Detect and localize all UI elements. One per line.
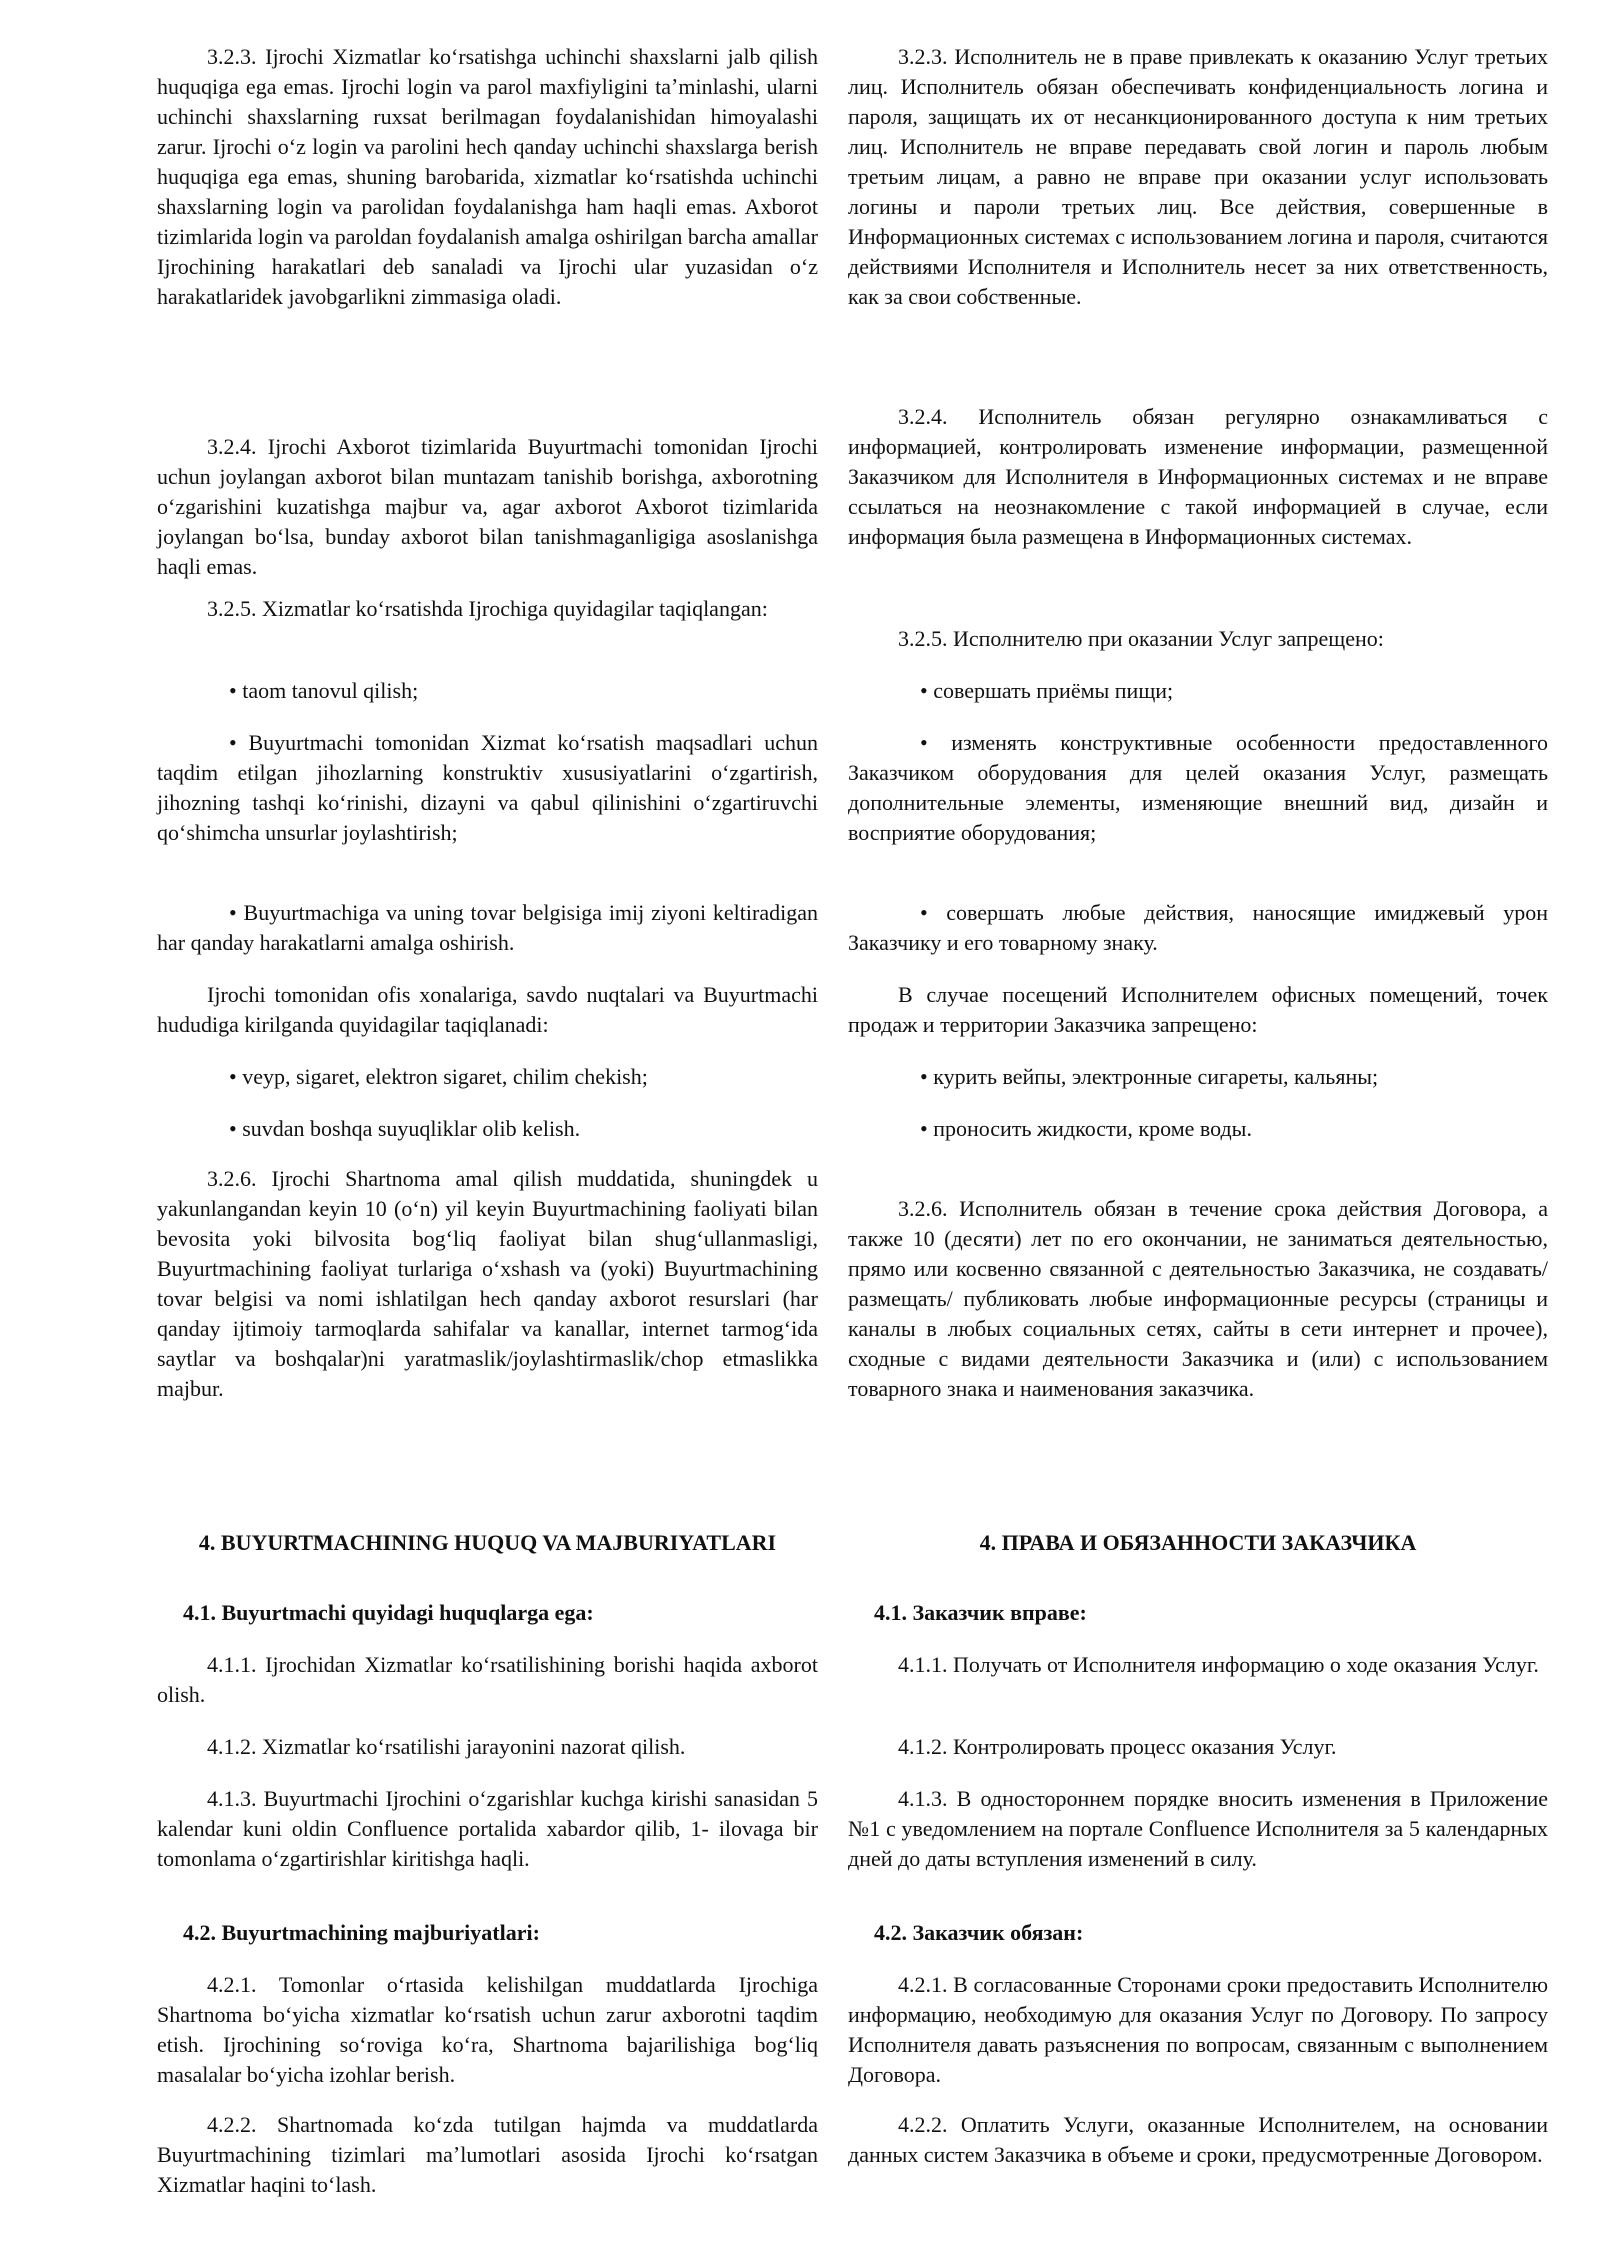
paragraph-uz: Ijrochi tomonidan ofis xonalariga, savdo nuqtalari va Buyurtmachi hududiga kirilganda quyidagilar taqiqlanadi: bbox=[157, 982, 818, 1037]
clause-4-1-1-ru: 4.1.1. Получать от Исполнителя информацию о ходе оказания Услуг. bbox=[898, 1652, 1539, 1677]
clause-4-1-1-uz: 4.1.1. Ijrochidan Xizmatlar koʻrsatilishining borishi haqida axborot olish. bbox=[157, 1652, 818, 1707]
bullet-item-ru: • курить вейпы, электронные сигареты, кальяны; bbox=[920, 1064, 1379, 1089]
clause-4-2-2-ru: 4.2.2. Оплатить Услуги, оказанные Исполнителем, на основании данных систем Заказчика в объеме и сроки, предусмотренные Договором. bbox=[848, 2112, 1548, 2167]
bullet-item-uz: • taom tanovul qilish; bbox=[229, 678, 419, 703]
clause-3-2-6-uz: 3.2.6. Ijrochi Shartnoma amal qilish muddatida, shuningdek u yakunlangandan keyin 10 (oʻn) yil keyin Buyurtmachining faoliyati bilan bevosita yoki bilvosita bogʻliq faoliyat bilan shugʻullanmasligi, Buyurtmachining faoliyat turlariga oʻxshash va (yoki) Buyurtmachining tovar belgisi va nomi ishlatilgan hech qanday axborot resurslari (har qanday ijtimoiy tarmoqlarda sahifalar va kanallar, internet tarmogʻida saytlar va boshqalar)ni yaratmaslik/joylashtirmaslik/chop etmaslikka majbur. bbox=[157, 1166, 818, 1401]
clause-4-1-2-ru: 4.1.2. Контролировать процесс оказания Услуг. bbox=[898, 1734, 1337, 1759]
bullet-item-ru: • изменять конструктивные особенности предоставленного Заказчиком оборудования для целей оказания Услуг, размещать дополнительные элементы, изменяющие внешний вид, дизайн и восприятие оборудования; bbox=[848, 730, 1548, 845]
bullet-item-uz: • Buyurtmachiga va uning tovar belgisiga imij ziyoni keltiradigan har qanday harakatlarni amalga oshirish. bbox=[157, 900, 818, 955]
bullet-item-uz: • veyp, sigaret, elektron sigaret, chilim chekish; bbox=[229, 1064, 648, 1089]
subheading-4-1-uz: 4.1. Buyurtmachi quyidagi huquqlarga ega: bbox=[183, 1600, 594, 1625]
clause-4-2-1-ru: 4.2.1. В согласованные Сторонами сроки предоставить Исполнителю информацию, необходимую для оказания Услуг по Договору. По запросу Исполнителя давать разъяснения по вопросам, связанным с выполнением Договора. bbox=[848, 1972, 1548, 2087]
subheading-4-2-ru: 4.2. Заказчик обязан: bbox=[874, 1920, 1084, 1945]
bullet-item-ru: • совершать любые действия, наносящие имиджевый урон Заказчику и его товарному знаку. bbox=[848, 900, 1548, 955]
clause-4-1-3-uz: 4.1.3. Buyurtmachi Ijrochini oʻzgarishlar kuchga kirishi sanasidan 5 kalendar kuni oldin Confluence portalida xabardor qilib, 1- ilovaga bir tomonlama oʻzgartirishlar kiritishga haqli. bbox=[157, 1786, 818, 1871]
bullet-item-ru: • совершать приёмы пищи; bbox=[920, 678, 1174, 703]
section-heading-uz: 4. BUYURTMACHINING HUQUQ VA MAJBURIYATLARI bbox=[198, 1530, 777, 1555]
clause-3-2-3-ru: 3.2.3. Исполнитель не в праве привлекать к оказанию Услуг третьих лиц. Исполнитель обязан обеспечивать конфиденциальность логина и пароля, защищать их от несанкционированного доступа к ним третьих лиц. Исполнитель не вправе передавать свой логин и пароль любым третьим лицам, а равно не вправе при оказании услуг использовать логины и пароли третьих лиц. Все действия, совершенные в Информационных системах с использованием логина и пароля, считаются действиями Исполнителя и Исполнитель несет за них ответственность, как за свои собственные. bbox=[848, 44, 1548, 309]
bullet-item-ru: • проносить жидкости, кроме воды. bbox=[920, 1116, 1252, 1141]
clause-4-2-2-uz: 4.2.2. Shartnomada koʻzda tutilgan hajmda va muddatlarda Buyurtmachining tizimlari maʼlumotlari asosida Ijrochi koʻrsatgan Xizmatlar haqini toʻlash. bbox=[157, 2112, 818, 2197]
section-heading-ru: 4. ПРАВА И ОБЯЗАННОСТИ ЗАКАЗЧИКА bbox=[979, 1530, 1417, 1555]
subheading-4-2-uz: 4.2. Buyurtmachining majburiyatlari: bbox=[183, 1920, 540, 1945]
subheading-4-1-ru: 4.1. Заказчик вправе: bbox=[874, 1600, 1087, 1625]
clause-3-2-4-uz: 3.2.4. Ijrochi Axborot tizimlarida Buyurtmachi tomonidan Ijrochi uchun joylangan axborot bilan muntazam tanishib borishga, axborotning oʻzgarishini kuzatishga majbur va, agar axborot Axborot tizimlarida joylangan boʻlsa, bunday axborot bilan tanishmaganligiga asoslanishga haqli emas. bbox=[157, 434, 818, 579]
bullet-item-uz: • Buyurtmachi tomonidan Xizmat koʻrsatish maqsadlari uchun taqdim etilgan jihozlarning konstruktiv xususiyatlarini oʻzgartirish, jihozning tashqi koʻrinishi, dizayni va qabul qilinishini oʻzgartiruvchi qoʻshimcha unsurlar joylashtirish; bbox=[157, 730, 818, 845]
clause-3-2-6-ru: 3.2.6. Исполнитель обязан в течение срока действия Договора, а также 10 (десяти) лет по его окончании, не заниматься деятельностью, прямо или косвенно связанной с деятельностью Заказчика, не создавать/ размещать/ публиковать любые информационные ресурсы (страницы и каналы в любых социальных сетях, сайты в сети интернет и прочее), сходные с видами деятельности Заказчика и (или) с использованием товарного знака и наименования заказчика. bbox=[848, 1196, 1548, 1401]
paragraph-ru: В случае посещений Исполнителем офисных помещений, точек продаж и территории Заказчика запрещено: bbox=[848, 982, 1548, 1037]
clause-4-1-2-uz: 4.1.2. Xizmatlar koʻrsatilishi jarayonini nazorat qilish. bbox=[207, 1734, 686, 1759]
clause-4-2-1-uz: 4.2.1. Tomonlar oʻrtasida kelishilgan muddatlarda Ijrochiga Shartnoma boʻyicha xizmatlar koʻrsatish uchun zarur axborotni taqdim etish. Ijrochining soʻroviga koʻra, Shartnoma bajarilishiga bogʻliq masalalar boʻyicha izohlar berish. bbox=[157, 1972, 818, 2087]
clause-3-2-4-ru: 3.2.4. Исполнитель обязан регулярно ознакамливаться с информацией, контролировать изменение информации, размещенной Заказчиком для Исполнителя в Информационных системах и не вправе ссылаться на неознакомление с такой информацией в случае, если информация была размещена в Информационных системах. bbox=[848, 404, 1548, 549]
clause-3-2-3-uz: 3.2.3. Ijrochi Xizmatlar koʻrsatishga uchinchi shaxslarni jalb qilish huquqiga ega emas. Ijrochi login va parol maxfiyligini taʼminlashi, ularni uchinchi shaxslarning ruxsat berilmagan foydalanishidan himoyalashi zarur. Ijrochi oʻz login va parolini hech qanday uchinchi shaxslarga berish huquqiga ega emas, shuning barobarida, xizmatlar koʻrsatishda uchinchi shaxslarning login va parolidan foydalanishga ham haqli emas. Axborot tizimlarida login va paroldan foydalanish amalga oshirilgan barcha amallar Ijrochining harakatlari deb sanaladi va Ijrochi ular yuzasidan oʻz harakatlaridek javobgarlikni zimmasiga oladi. bbox=[157, 44, 818, 309]
bullet-item-uz: • suvdan boshqa suyuqliklar olib kelish. bbox=[229, 1116, 581, 1141]
clause-4-1-3-ru: 4.1.3. В одностороннем порядке вносить изменения в Приложение №1 с уведомлением на портале Confluence Исполнителя за 5 календарных дней до даты вступления изменений в силу. bbox=[848, 1786, 1548, 1871]
clause-3-2-5-ru: 3.2.5. Исполнителю при оказании Услуг запрещено: bbox=[898, 626, 1384, 651]
clause-3-2-5-uz: 3.2.5. Xizmatlar koʻrsatishda Ijrochiga quyidagilar taqiqlangan: bbox=[207, 596, 768, 621]
